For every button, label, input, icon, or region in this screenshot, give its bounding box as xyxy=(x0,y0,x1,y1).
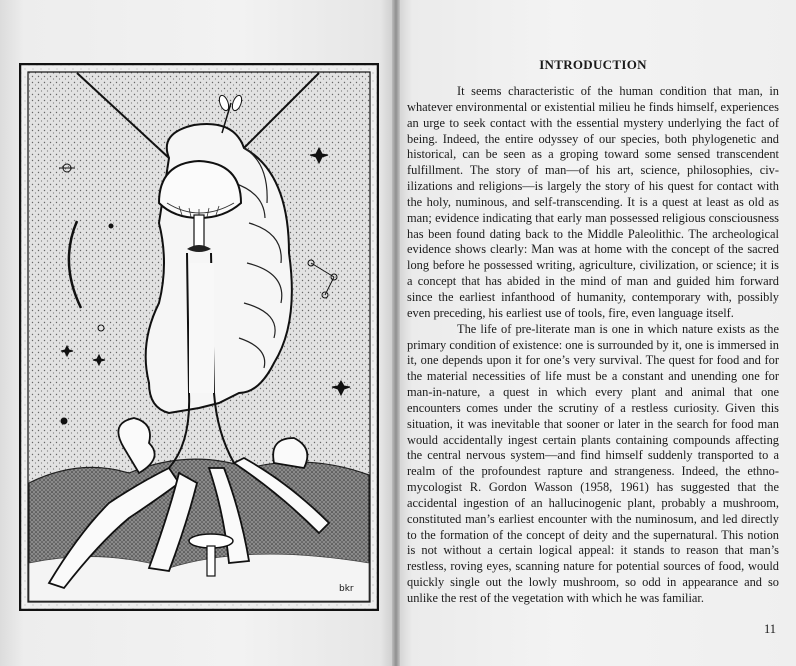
chapter-heading: INTRODUCTION xyxy=(539,57,647,72)
paragraph: It seems characteristic of the human condition that man, in whatever environmental or existential milieu he finds himself, experiences an urge to seek contact with the essential mystery underlying the fact of being. Indeed, the entire odyssey of our species, both phylogenetic and historical, can be seen as a groping toward some sensed transcendent fulfillment. The story of man—of his art, science, philosophies, civilizations and religions—is largely the story of his quest for contact with the holy, numinous, and self-transcending. It is a quest at least as old as man; evidence indicating that early man possessed religious consciousness has been found dating back to the Middle Paleolithic. The archeological evidence shows clearly: Man was at home with the concept of the sacred long before he possessed writing, agriculture, civilization, or science; it is a concept that has abided in the mind of man and guided him forward since the earliest infanthood of humanity, contemporary with, possibly even preceding, his earliest use of tools, fire, even language itself. xyxy=(407,84,779,320)
psychedelic-mushroom-illustration xyxy=(19,63,379,611)
paragraph: The life of pre-literate man is one in which nature exists as the primary condition of existence: one is surrounded by it, one is immersed in it, one depends upon it for one’s very survival. The quest for food and for the material necessities of life must be a constant and unending one for man-in-nature, a quest in which every plant and animal that one encounters comes under the scrutiny of a restless curiosity. Given this situation, it was inevitable that sooner or later in the search for food man would accidentally ingest certain plants containing compounds affecting the central nervous system—and find himself suddenly transported to a realm of the profoundest rapture and strangeness. Indeed, the ethno-mycologist R. Gordon Wasson (1958, 1961) has suggested that the accidental ingestion of an hallucinogenic plant, probably a mushroom, constituted man’s earliest encounter with the numinosum, and led directly to the formation of the concept of deity and the supernatural. This notion is not without a certain logical appeal: it stands to reason that man’s restless, roving eyes, scanning nature for potential sources of food, would quickly single out the lowly mushroom, so odd in appearance and so unlike the rest of the vegetation with which he was familiar. xyxy=(407,321,779,605)
book-gutter xyxy=(392,0,400,666)
introduction-text xyxy=(407,84,779,607)
svg-text:bkr: bkr xyxy=(339,584,354,594)
page-number: 11 xyxy=(763,622,776,636)
